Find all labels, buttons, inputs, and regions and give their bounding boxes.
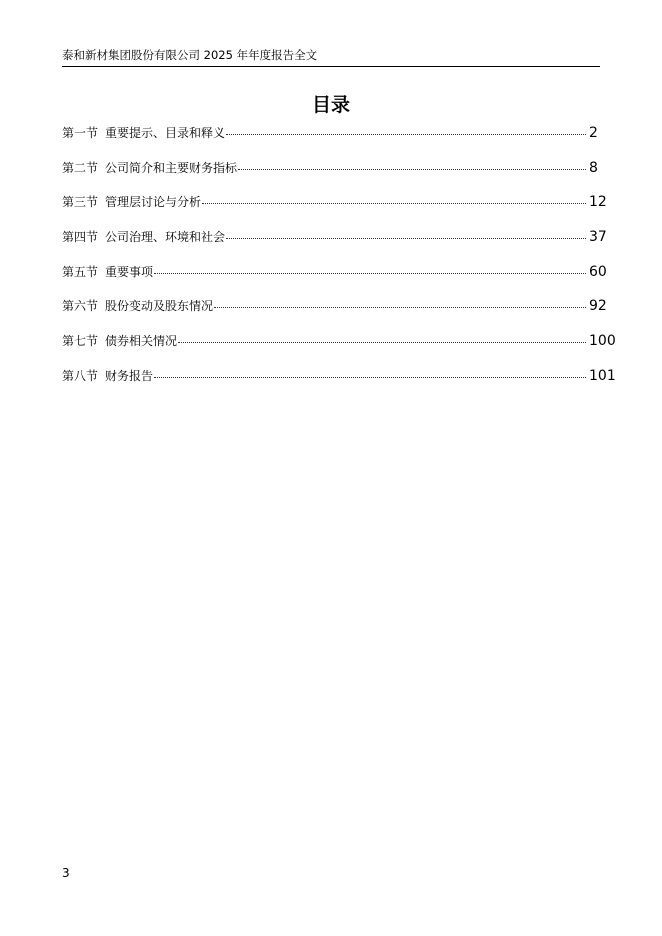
toc-section-name: 重要提示、目录和释义 (105, 126, 226, 140)
toc-dot-leader (214, 306, 586, 308)
toc-section-name: 股份变动及股东情况 (105, 299, 214, 314)
toc-page-number: 37 (589, 229, 607, 246)
toc-section-number: 第四节 (62, 230, 99, 245)
toc-section-name: 财务报告 (105, 368, 154, 383)
toc-section-name: 管理层讨论与分析 (105, 195, 202, 210)
toc-entry[interactable] (62, 228, 617, 263)
toc-entry[interactable] (62, 193, 617, 228)
toc-entry[interactable] (62, 367, 617, 402)
toc-dot-leader (154, 376, 586, 378)
toc-section-name: 公司简介和主要财务指标 (105, 160, 238, 175)
toc-section-number: 第六节 (62, 299, 99, 314)
toc-section-number: 第五节 (62, 264, 99, 279)
toc-section-name: 公司治理、环境和社会 (105, 230, 226, 245)
toc-section-number: 第八节 (62, 368, 99, 383)
toc-section-number: 第三节 (62, 195, 99, 210)
toc-title: 目录 (311, 94, 350, 116)
toc-page-number: 92 (589, 298, 607, 315)
toc-dot-leader (226, 133, 586, 135)
toc-dot-leader (154, 272, 586, 274)
toc-entry[interactable] (62, 297, 617, 332)
toc-page-number: 8 (589, 159, 598, 176)
toc-dot-leader (238, 168, 586, 170)
header-title: 泰和新材集团股份有限公司 2025 年年度报告全文 (62, 48, 318, 62)
toc-dot-leader (202, 202, 586, 204)
toc-dot-leader (226, 237, 586, 239)
toc-list (62, 124, 617, 402)
toc-entry[interactable] (62, 263, 617, 298)
toc-section-number: 第一节 (62, 126, 99, 140)
toc-page-number: 101 (589, 367, 616, 384)
toc-section-name: 重要事项 (105, 264, 154, 279)
toc-page-number: 60 (589, 263, 607, 280)
toc-section-number: 第二节 (62, 160, 99, 175)
page-number: 3 (62, 866, 70, 880)
toc-entry[interactable] (62, 159, 617, 194)
toc-page-number: 12 (589, 194, 607, 211)
toc-dot-leader (178, 341, 586, 343)
toc-page-number: 2 (589, 125, 598, 141)
toc-entry[interactable] (62, 332, 617, 367)
toc-page-number: 100 (589, 333, 616, 350)
toc-entry[interactable] (62, 124, 617, 159)
page-header (62, 48, 600, 67)
toc-section-name: 债券相关情况 (105, 334, 178, 349)
toc-section-number: 第七节 (62, 334, 99, 349)
